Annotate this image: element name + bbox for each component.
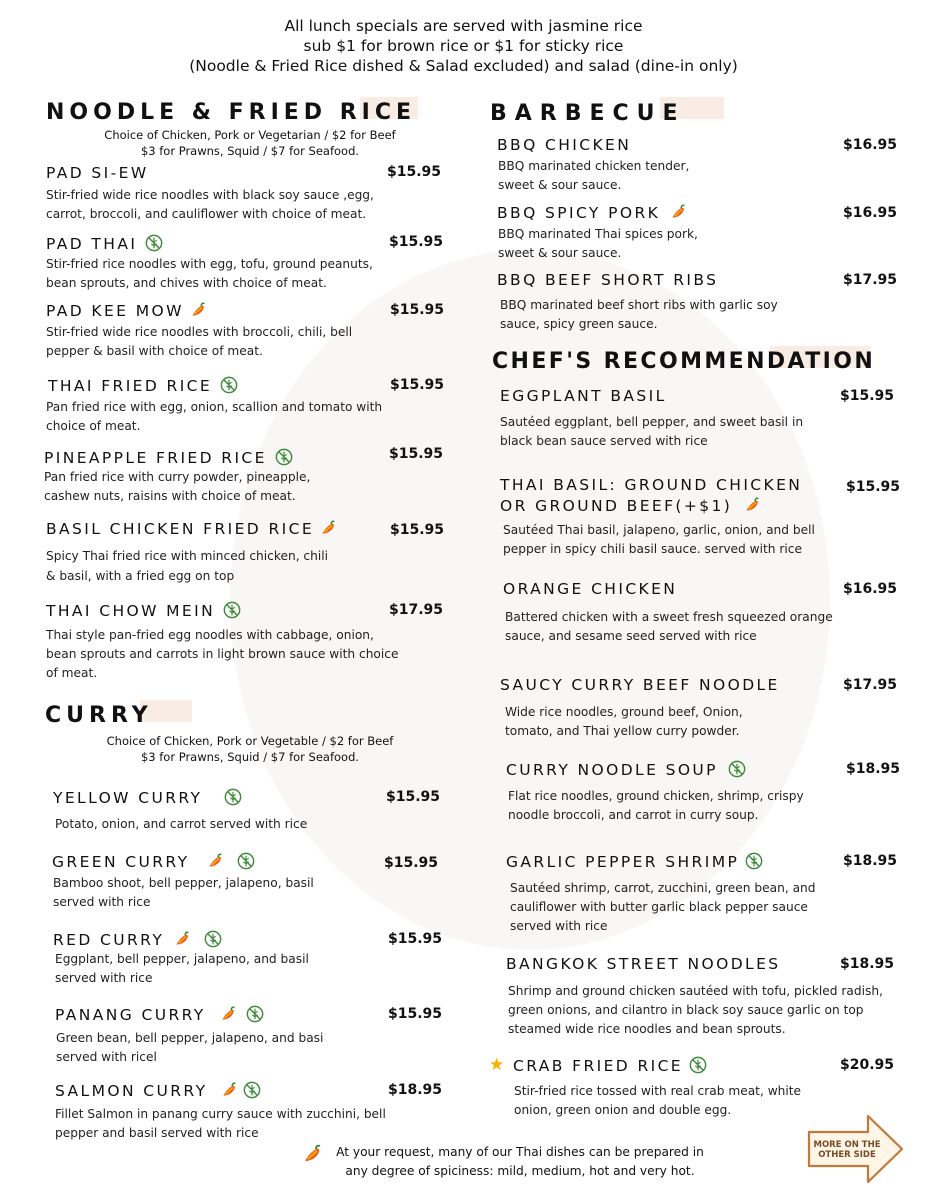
menu-item-name: PAD SI-EW: [46, 164, 149, 182]
notice-line: sub $1 for brown rice or $1 for sticky rice: [303, 37, 624, 55]
menu-item-price: $18.95: [846, 761, 901, 777]
menu-item-price: $15.95: [390, 377, 445, 393]
gluten-free-icon: [745, 852, 763, 870]
menu-item-name: EGGPLANT BASIL: [500, 387, 667, 405]
menu-item-desc: Stir-fried wide rice noodles with black soy sauce ,egg, carrot, broccoli, and cauliflower with choice of meat.: [46, 188, 374, 221]
menu-item-name: BASIL CHICKEN FRIED RICE: [46, 520, 336, 538]
menu-item-price: $18.95: [843, 853, 898, 869]
menu-item-desc: Green bean, bell pepper, jalapeno, and basi served with ricel: [56, 1031, 324, 1064]
menu-item-desc: Sautéed Thai basil, jalapeno, garlic, onion, and bell pepper in spicy chili basil sauce. served with rice: [503, 523, 815, 556]
menu-item-price: $15.95: [386, 789, 441, 805]
menu-item-desc: Bamboo shoot, bell pepper, jalapeno, basil served with rice: [53, 876, 314, 909]
menu-item-name: SALMON CURRY: [55, 1081, 261, 1100]
section-subtitle: [40, 733, 460, 765]
chili-flame-icon: [220, 1006, 236, 1022]
menu-item-desc: BBQ marinated beef short ribs with garlic soy sauce, spicy green sauce.: [500, 298, 778, 331]
menu-item-price: $15.95: [388, 1006, 443, 1022]
menu-item-price: $16.95: [843, 581, 898, 597]
lunch-notice: [0, 16, 927, 76]
gluten-free-icon: [223, 601, 241, 619]
menu-item-price: $17.95: [843, 272, 898, 288]
menu-item-desc: Eggplant, bell pepper, jalapeno, and basil served with rice: [55, 952, 309, 985]
menu-item-price: $18.95: [388, 1082, 443, 1098]
chili-flame-icon: [320, 520, 336, 536]
menu-item-name: THAI CHOW MEIN: [46, 601, 241, 620]
menu-item-name: CRAB FRIED RICE: [513, 1056, 707, 1075]
menu-item-desc: Stir-fried rice noodles with egg, tofu, ground peanuts, bean sprouts, and chives with choice of meat.: [46, 257, 373, 290]
menu-item-price: $18.95: [840, 956, 895, 972]
section-title-barbecue: BARBECUE: [490, 101, 686, 126]
menu-item-desc: BBQ marinated chicken tender, sweet & sour sauce.: [498, 159, 690, 192]
menu-item-price: $17.95: [843, 677, 898, 693]
menu-item-price: $15.95: [846, 479, 901, 495]
notice-line: (Noodle & Fried Rice dished & Salad excluded) and salad (dine-in only): [189, 57, 738, 75]
gluten-free-icon: [224, 788, 242, 806]
gluten-free-icon: [275, 448, 293, 466]
menu-item-desc: Stir-fried wide rice noodles with broccoli, chili, bell pepper & basil with choice of meat.: [46, 325, 353, 358]
menu-item-name: CURRY NOODLE SOUP: [506, 760, 746, 779]
menu-item-name: YELLOW CURRY: [53, 788, 242, 807]
star-icon: ★: [489, 1055, 505, 1075]
menu-item-price: $15.95: [388, 931, 443, 947]
menu-item-name: RED CURRY: [53, 930, 222, 949]
menu-item-desc: Flat rice noodles, ground chicken, shrimp, crispy noodle broccoli, and carrot in curry soup.: [508, 789, 804, 822]
menu-item-name: PANANG CURRY: [55, 1005, 264, 1024]
menu-item-price: $20.95: [840, 1057, 895, 1073]
menu-item-price: $15.95: [387, 164, 442, 180]
menu-item-desc: Potato, onion, and carrot served with rice: [55, 817, 308, 831]
subtitle-line: $3 for Prawns, Squid / $7 for Seafood.: [140, 750, 360, 764]
menu-item-price: $15.95: [840, 388, 895, 404]
gluten-free-icon: [204, 930, 222, 948]
menu-item-price: $15.95: [390, 302, 445, 318]
more-other-side-label: [812, 1140, 882, 1160]
chili-flame-icon: [207, 853, 223, 869]
menu-item-price: $16.95: [843, 137, 898, 153]
gluten-free-icon: [145, 234, 163, 252]
chili-flame-icon: [744, 497, 760, 513]
menu-item-price: $15.95: [389, 446, 444, 462]
menu-item-desc: Pan fried rice with curry powder, pineapple, cashew nuts, raisins with choice of meat.: [44, 470, 311, 503]
gluten-free-icon: [220, 376, 238, 394]
chili-flame-icon: [221, 1082, 237, 1098]
note-line: any degree of spiciness: mild, medium, hot and very hot.: [345, 1164, 695, 1178]
menu-item-desc: Fillet Salmon in panang curry sauce with zucchini, bell pepper and basil served with rice: [55, 1107, 386, 1140]
gluten-free-icon: [243, 1081, 261, 1099]
menu-item-desc: Pan fried rice with egg, onion, scallion and tomato with choice of meat.: [46, 400, 383, 433]
section-title-noodle: NOODLE & FRIED RICE: [46, 100, 417, 125]
gluten-free-icon: [728, 760, 746, 778]
menu-item-name: BBQ CHICKEN: [497, 136, 632, 154]
more-line: OTHER SIDE: [818, 1150, 876, 1160]
subtitle-line: Choice of Chicken, Pork or Vegetarian / $2 for Beef: [104, 128, 396, 142]
section-subtitle: [40, 127, 460, 159]
more-line: MORE ON THE: [813, 1140, 881, 1150]
gluten-free-icon: [246, 1005, 264, 1023]
menu-item-desc: Stir-fried rice tossed with real crab meat, white onion, green onion and double egg.: [514, 1084, 802, 1117]
menu-item-name: PAD KEE MOW: [46, 302, 206, 320]
menu-item-desc: Battered chicken with a sweet fresh squeezed orange sauce, and sesame seed served with rice: [505, 610, 833, 643]
menu-item-desc: BBQ marinated Thai spices pork, sweet & sour sauce.: [498, 227, 698, 260]
section-title-chef: CHEF'S RECOMMENDATION: [492, 349, 876, 374]
menu-item-name: BBQ BEEF SHORT RIBS: [497, 271, 719, 289]
menu-item-desc: Thai style pan-fried egg noodles with cabbage, onion, bean sprouts and carrots in light brown sauce with choice of meat.: [46, 628, 399, 680]
gluten-free-icon: [689, 1056, 707, 1074]
menu-item-name: ORANGE CHICKEN: [503, 580, 678, 598]
subtitle-line: $3 for Prawns, Squid / $7 for Seafood.: [140, 144, 360, 158]
menu-item-desc: Wide rice noodles, ground beef, Onion, tomato, and Thai yellow curry powder.: [505, 705, 743, 738]
spiciness-note: [300, 1143, 740, 1181]
note-line: At your request, many of our Thai dishes can be prepared in: [336, 1145, 704, 1159]
menu-item-name: THAI FRIED RICE: [48, 376, 238, 395]
chili-flame-icon: [174, 931, 190, 947]
notice-line: All lunch specials are served with jasmine rice: [284, 17, 643, 35]
chili-flame-icon: [670, 204, 686, 220]
menu-item-price: $16.95: [843, 205, 898, 221]
menu-item-price: $15.95: [389, 234, 444, 250]
menu-item-price: $15.95: [390, 522, 445, 538]
menu-item-desc: Sautéed eggplant, bell pepper, and sweet basil in black bean sauce served with rice: [500, 415, 804, 448]
section-title-curry: CURRY: [45, 703, 153, 728]
gluten-free-icon: [237, 852, 255, 870]
menu-item-price: $17.95: [389, 602, 444, 618]
subtitle-line: Choice of Chicken, Pork or Vegetable / $2 for Beef: [106, 734, 394, 748]
menu-item-name: PAD THAI: [46, 234, 163, 253]
menu-item-name: GREEN CURRY: [52, 852, 255, 871]
menu-item-name: PINEAPPLE FRIED RICE: [44, 448, 293, 467]
menu-item-desc: Shrimp and ground chicken sautéed with tofu, pickled radish, green onions, and cilantro in black soy sauce garlic on top steamed wide rice noodles and bean sprouts.: [508, 984, 883, 1036]
menu-item-price: $15.95: [384, 855, 439, 871]
menu-item-name: BBQ SPICY PORK: [497, 204, 686, 222]
menu-item-name: [500, 475, 802, 517]
menu-item-name: SAUCY CURRY BEEF NOODLE: [500, 676, 780, 694]
menu-item-desc: Spicy Thai fried rice with minced chicken, chili & basil, with a fried egg on top: [46, 549, 329, 583]
menu-item-name: GARLIC PEPPER SHRIMP: [506, 852, 763, 871]
menu-item-name-line: OR GROUND BEEF(+$1): [500, 496, 802, 517]
menu-item-name-line: THAI BASIL: GROUND CHICKEN: [500, 476, 803, 494]
menu-item-name: BANGKOK STREET NOODLES: [506, 955, 781, 973]
chili-flame-icon: [190, 302, 206, 318]
menu-item-desc: Sautéed shrimp, carrot, zucchini, green bean, and cauliflower with butter garlic black pepper sauce served with rice: [510, 881, 816, 933]
